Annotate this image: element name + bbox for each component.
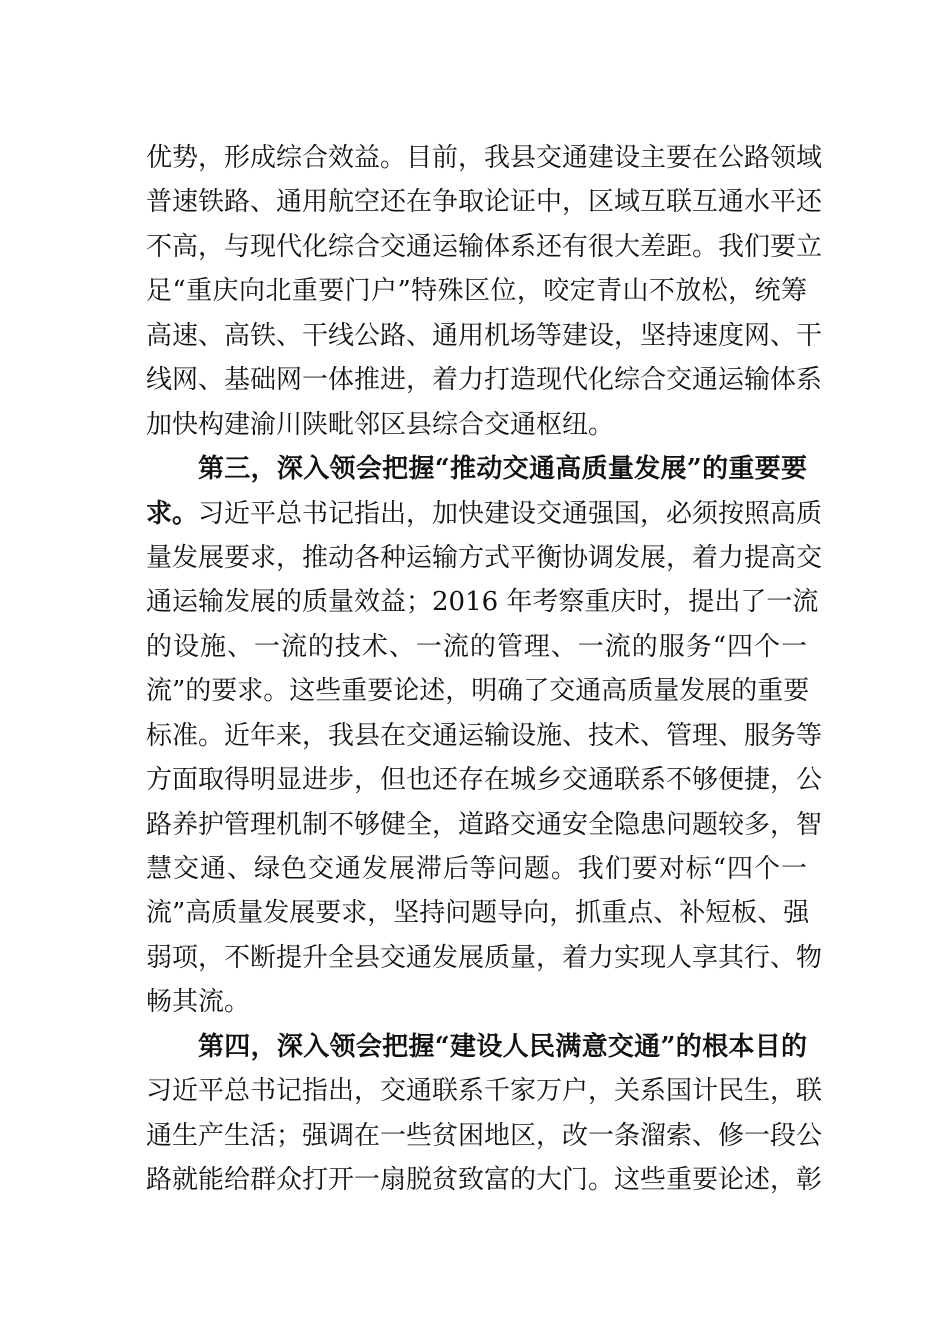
- text-line: 优势，形成综合效益。目前，我县交通建设主要在公路领域: [146, 143, 823, 173]
- paragraph-1: [146, 136, 823, 447]
- text-line: 加快构建渝川陕毗邻区县综合交通枢纽。: [146, 409, 615, 440]
- text-line: 的设施、一流的技术、一流的管理、一流的服务“四个一: [146, 631, 807, 662]
- text-line: 畅其流。: [146, 987, 251, 1018]
- text-line: 慧交通、绿色交通发展滞后等问题。我们要对标“四个一: [146, 854, 807, 884]
- text-span: 习近平总书记指出，加快建设交通强国，必须按照高质: [198, 498, 823, 529]
- text-line: 流”高质量发展要求，坚持问题导向，抓重点、补短板、强: [146, 898, 810, 929]
- text-line: 习近平总书记指出，交通联系千家万户，关系国计民生，联: [146, 1076, 823, 1107]
- text-line: 通运输发展的质量效益；2016 年考察重庆时，提出了一流: [146, 587, 819, 618]
- document-page: [146, 136, 823, 1203]
- text-line: 流”的要求。这些重要论述，明确了交通高质量发展的重要: [146, 676, 810, 707]
- section-heading-3: 第三，深入领会把握“推动交通高质量发展”的重要要: [198, 454, 807, 485]
- section-heading-4: 第四，深入领会把握“建设人民满意交通”的根本目的: [198, 1031, 807, 1062]
- text-line: 不高，与现代化综合交通运输体系还有很大差距。我们要立: [146, 231, 823, 262]
- text-line: 路就能给群众打开一扇脱贫致富的大门。这些重要论述，彰: [146, 1165, 823, 1196]
- paragraph-3: [146, 1025, 823, 1203]
- text-line: 路养护管理机制不够健全，道路交通安全隐患问题较多，智: [146, 809, 823, 840]
- heading-tail: 求。: [146, 498, 199, 529]
- text-line: 标准。近年来，我县在交通运输设施、技术、管理、服务等: [146, 720, 823, 751]
- text-line: [146, 492, 823, 536]
- text-line: 高速、高铁、干线公路、通用机场等建设，坚持速度网、干: [146, 320, 823, 351]
- text-line: 足“重庆向北重要门户”特殊区位，咬定青山不放松，统筹: [146, 276, 807, 307]
- text-line: 线网、基础网一体推进，着力打造现代化综合交通运输体系: [146, 365, 823, 396]
- text-line: 普速铁路、通用航空还在争取论证中，区域互联互通水平还: [146, 187, 823, 218]
- paragraph-2: [146, 447, 823, 1025]
- text-line: 方面取得明显进步，但也还存在城乡交通联系不够便捷，公: [146, 765, 823, 796]
- text-line: 量发展要求，推动各种运输方式平衡协调发展，着力提高交: [146, 542, 823, 573]
- text-line: 通生产生活；强调在一些贫困地区，改一条溜索、修一段公: [146, 1120, 823, 1151]
- text-line: 弱项，不断提升全县交通发展质量，着力实现人享其行、物: [146, 942, 823, 973]
